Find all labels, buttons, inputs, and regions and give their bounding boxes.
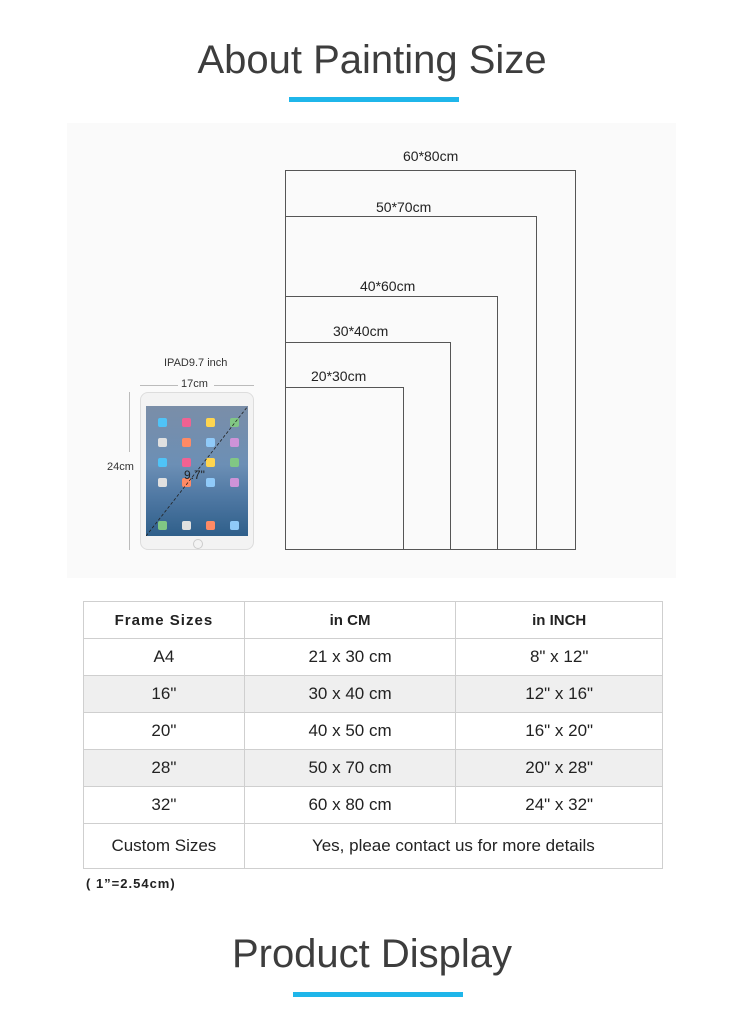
- product-display-heading: Product Display: [231, 932, 513, 976]
- table-row: [84, 639, 663, 676]
- frame-label-40x60: 40*60cm: [360, 278, 416, 294]
- frame-label-60x80: 60*80cm: [403, 148, 459, 164]
- size-table: [83, 601, 663, 869]
- frame-label-30x40: 30*40cm: [333, 323, 389, 339]
- frame-label-20x30: 20*30cm: [311, 368, 367, 384]
- table-cell: 40 x 50 cm: [244, 713, 456, 750]
- width-dimension-line-right: [214, 385, 254, 386]
- table-cell: 12" x 16": [456, 676, 663, 713]
- column-header: in INCH: [456, 602, 663, 639]
- table-row: [84, 676, 663, 713]
- custom-sizes-text: Yes, pleae contact us for more details: [244, 824, 662, 869]
- table-cell: 60 x 80 cm: [244, 787, 456, 824]
- height-dimension-line-bottom: [129, 480, 130, 550]
- column-header: Frame Sizes: [84, 602, 245, 639]
- height-dimension-line-top: [129, 392, 130, 452]
- home-button-icon: [193, 539, 203, 549]
- heading-underline: [293, 992, 463, 997]
- table-cell: 16" x 20": [456, 713, 663, 750]
- table-cell: 16": [84, 676, 245, 713]
- ipad-width-label: 17cm: [181, 378, 208, 390]
- table-cell: 28": [84, 750, 245, 787]
- table-cell: A4: [84, 639, 245, 676]
- table-header-row: [84, 602, 663, 639]
- table-cell: 8" x 12": [456, 639, 663, 676]
- table-cell: 24" x 32": [456, 787, 663, 824]
- width-dimension-line-left: [140, 385, 178, 386]
- table-cell: 50 x 70 cm: [244, 750, 456, 787]
- inch-conversion-note: ( 1”=2.54cm): [86, 876, 176, 891]
- table-cell: 30 x 40 cm: [244, 676, 456, 713]
- ipad-title: IPAD9.7 inch: [164, 357, 228, 369]
- table-cell: 20" x 28": [456, 750, 663, 787]
- about-painting-size-heading: About Painting Size: [197, 38, 547, 82]
- ipad-height-label: 24cm: [107, 461, 134, 473]
- frame-label-50x70: 50*70cm: [376, 199, 432, 215]
- table-row: [84, 750, 663, 787]
- table-row: [84, 713, 663, 750]
- heading-underline: [289, 97, 459, 102]
- table-row: [84, 787, 663, 824]
- custom-sizes-label: Custom Sizes: [84, 824, 245, 869]
- ipad-diagonal-label: 9.7": [184, 468, 205, 482]
- frame-20x30: [285, 387, 404, 550]
- table-cell: 20": [84, 713, 245, 750]
- column-header: in CM: [244, 602, 456, 639]
- frames-baseline: [285, 549, 576, 550]
- custom-sizes-row: [84, 824, 663, 869]
- table-cell: 21 x 30 cm: [244, 639, 456, 676]
- table-cell: 32": [84, 787, 245, 824]
